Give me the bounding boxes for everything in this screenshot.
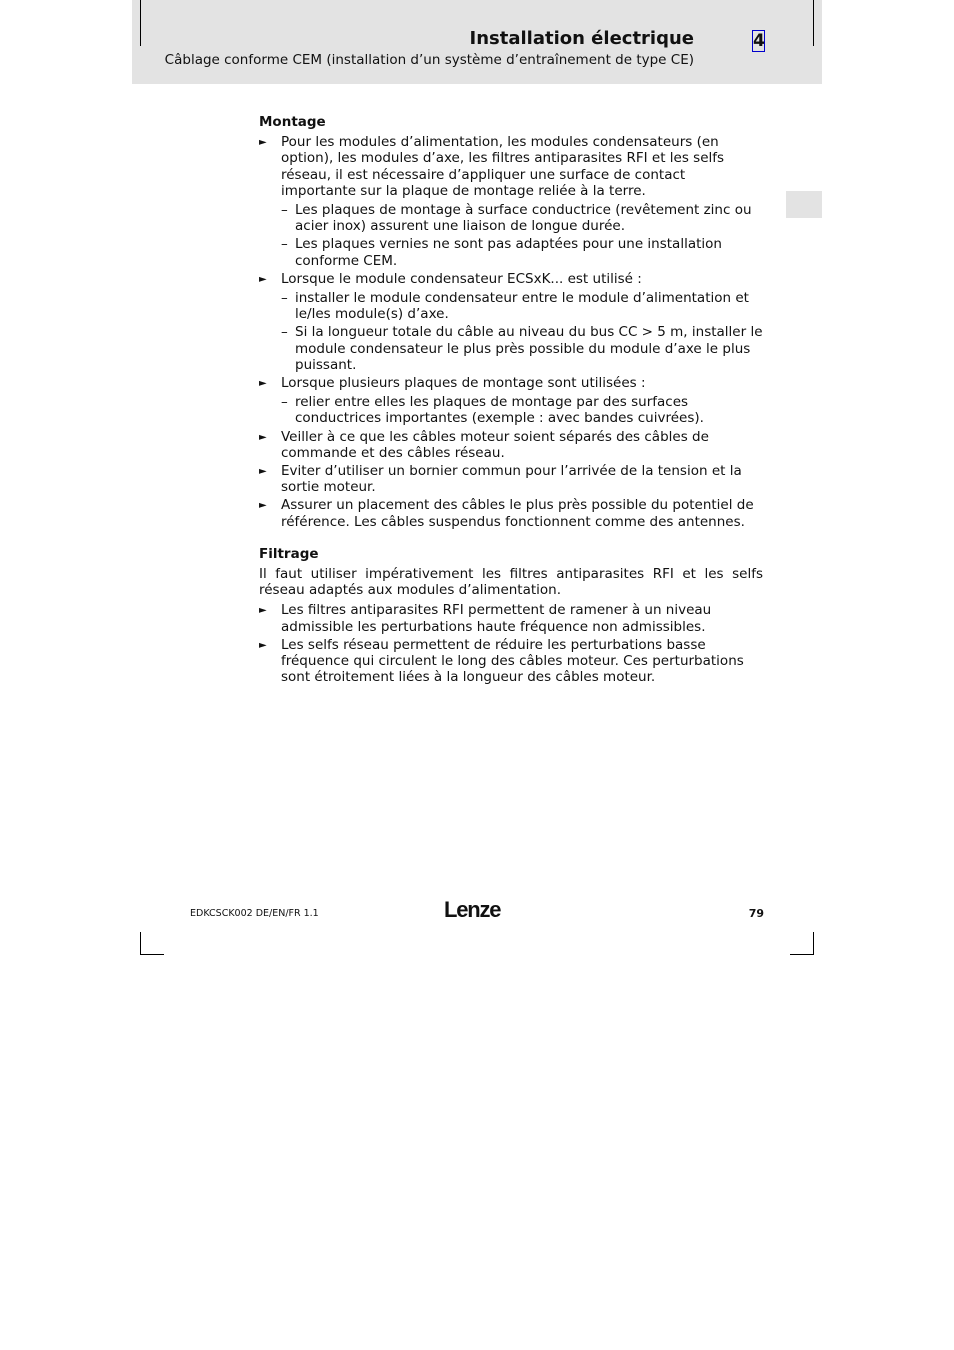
list-item (259, 463, 763, 495)
footer-document-id: EDKCSCK002 DE/EN/FR 1.1 (190, 908, 319, 919)
triangle-right-icon: ► (259, 466, 267, 478)
list-item-text: Eviter d’utiliser un bornier commun pour l’arrivée de la tension et la sortie moteur. (281, 463, 742, 496)
list-item-text: Assurer un placement des câbles le plus près possible du potentiel de référence. Les câbles suspendus fonctionnent comme des antennes. (281, 497, 754, 530)
sub-item-text: Les plaques de montage à surface conductrice (revêtement zinc ou acier inox) assurent une liaison de longue durée. (295, 202, 752, 235)
crop-mark (140, 954, 164, 955)
triangle-right-icon: ► (259, 639, 267, 651)
triangle-right-icon: ► (259, 137, 267, 149)
list-item (259, 429, 763, 461)
sub-list-item (281, 236, 763, 268)
lenze-logo (444, 897, 508, 921)
crop-mark (790, 954, 814, 955)
list-item (259, 602, 763, 634)
dash-icon: – (281, 394, 288, 411)
svg-text:Lenze: Lenze (444, 897, 501, 921)
triangle-right-icon: ► (259, 431, 267, 443)
dash-icon: – (281, 324, 288, 341)
sub-list (281, 290, 763, 373)
triangle-right-icon: ► (259, 378, 267, 390)
list-item (259, 637, 763, 686)
dash-icon: – (281, 202, 288, 219)
crop-mark (813, 0, 814, 46)
page-number: 79 (748, 907, 764, 920)
list-item (259, 271, 763, 373)
sub-list (281, 202, 763, 269)
dash-icon: – (281, 236, 288, 253)
section-heading-filtrage: Filtrage (259, 545, 319, 562)
sub-list (281, 394, 763, 426)
list-item-text: Pour les modules d’alimentation, les modules condensateurs (en option), les modules d’axe, les filtres antiparasites RFI et les selfs réseau, il est nécessaire d’appliquer une surface de contact importante sur la plaque de montage reliée à la terre. (281, 134, 725, 199)
section-heading-montage: Montage (259, 114, 326, 130)
crop-mark (813, 932, 814, 954)
sub-item-text: Les plaques vernies ne sont pas adaptées pour une installation conforme CEM. (295, 236, 722, 269)
montage-bullet-list (259, 134, 763, 530)
list-item-text: Lorsque plusieurs plaques de montage sont utilisées : (281, 375, 646, 392)
list-item (259, 134, 763, 269)
sub-item-text: relier entre elles les plaques de montage par des surfaces conductrices importantes (exemple : avec bandes cuivrées). (295, 394, 704, 427)
sub-list-item (281, 394, 763, 426)
crop-mark (140, 932, 141, 954)
chapter-number-badge[interactable]: 4 (753, 31, 765, 51)
triangle-right-icon: ► (259, 605, 267, 617)
triangle-right-icon: ► (259, 273, 267, 285)
filtrage-bullet-list (259, 602, 763, 685)
chapter-title: Installation électrique (469, 28, 694, 49)
list-item-text: Lorsque le module condensateur ECSxK... est utilisé : (281, 270, 642, 287)
filtrage-intro: Il faut utiliser impérativement les filtres antiparasites RFI et les selfs réseau adaptés aux modules d’alimentation. (259, 566, 763, 599)
sub-item-text: installer le module condensateur entre le module d’alimentation et le/les module(s) d’axe. (295, 290, 749, 323)
crop-mark (140, 0, 141, 46)
sub-item-text: Si la longueur totale du câble au niveau du bus CC > 5 m, installer le module condensateur le plus près possible du module d’axe le plus puissant. (295, 324, 763, 373)
list-item-text: Les filtres antiparasites RFI permettent de ramener à un niveau admissible les perturbations haute fréquence non admissibles. (281, 602, 712, 635)
sub-list-item (281, 324, 763, 373)
list-item-text: Veiller à ce que les câbles moteur soient séparés des câbles de commande et des câbles réseau. (281, 428, 709, 461)
triangle-right-icon: ► (259, 500, 267, 512)
side-tab (786, 191, 822, 218)
list-item-text: Les selfs réseau permettent de réduire les perturbations basse fréquence qui circulent le long des câbles moteur. Ces perturbations sont étroitement liées à la longueur des câbles moteur. (281, 636, 744, 686)
list-item (259, 497, 763, 529)
list-item (259, 375, 763, 427)
sub-list-item (281, 290, 763, 322)
main-content (259, 114, 763, 688)
chapter-subtitle: Câblage conforme CEM (installation d’un système d’entraînement de type CE) (164, 52, 694, 68)
dash-icon: – (281, 290, 288, 307)
sub-list-item (281, 202, 763, 234)
